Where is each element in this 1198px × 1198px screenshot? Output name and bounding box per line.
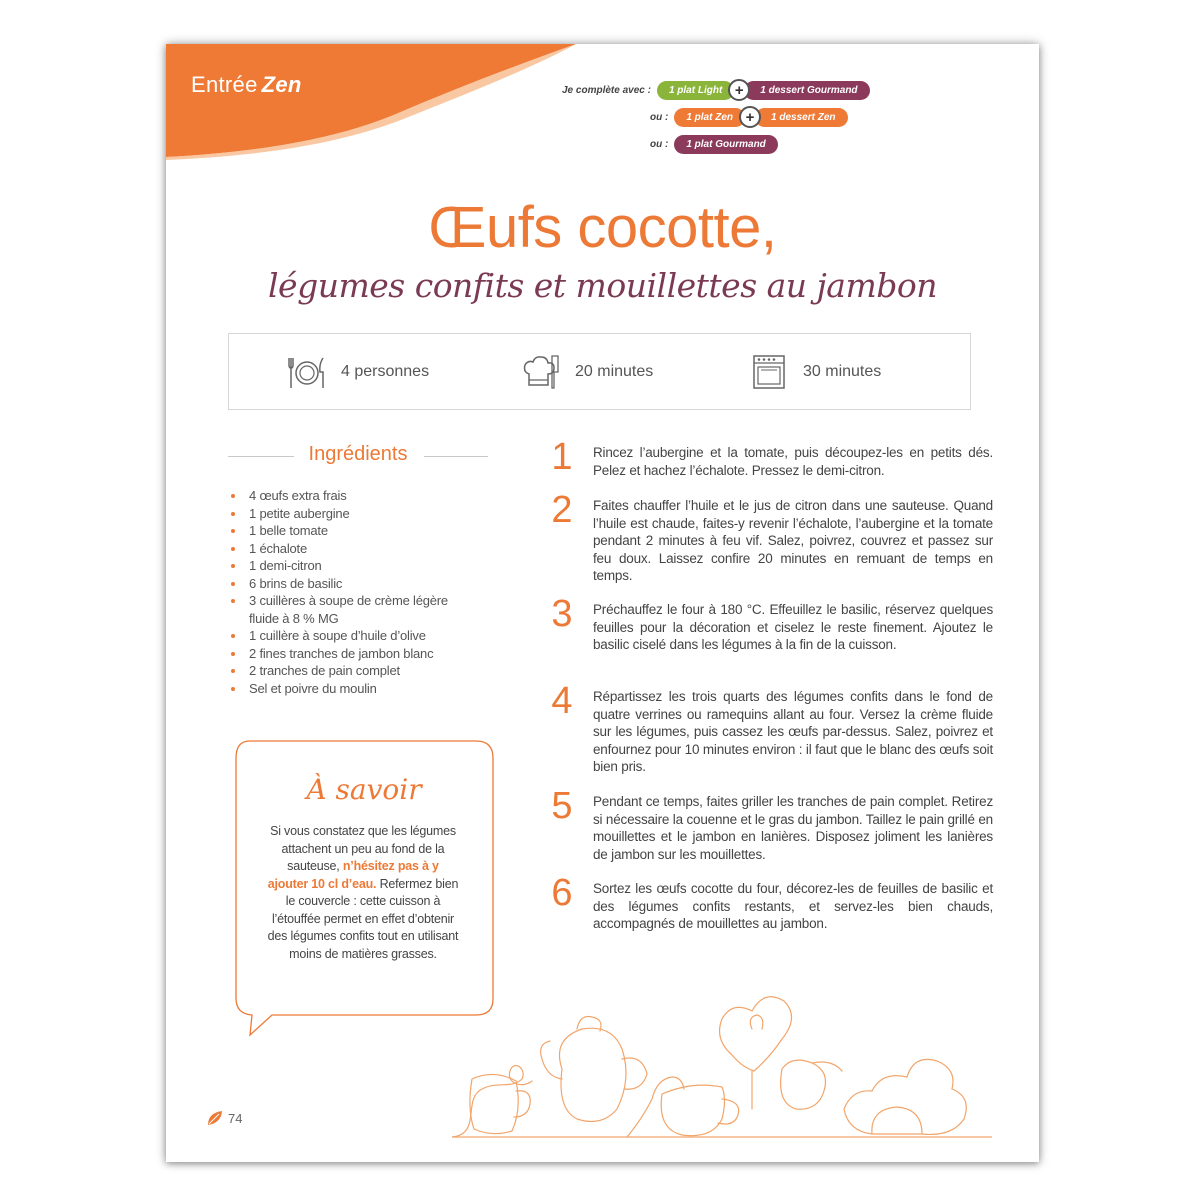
ingredient-item: 1 demi-citron (228, 557, 488, 575)
leaf-icon (206, 1109, 224, 1127)
section-label-accent: Zen (261, 72, 302, 97)
step-text: Faites chauffer l’huile et le jus de citron dans une sauteuse. Quand l’huile est chaude, faites-y revenir l’échalote, l’aubergine et la tomate pendant 2 minutes à feu vif. Salez, poivrez, couvrez et passez sur feu doux. Laissez confire 20 minutes en remuant de temps en temps. (593, 498, 993, 583)
section-label-text: Entrée (191, 72, 258, 97)
ingredients-list (228, 487, 488, 697)
cook-time-info (749, 352, 881, 392)
ingredient-item: 2 tranches de pain complet (228, 662, 488, 680)
servings-info (287, 352, 429, 392)
ingredients-heading-wrap (228, 440, 488, 466)
ingredients-heading: Ingrédients (308, 443, 408, 465)
cook-time-text: 30 minutes (803, 363, 882, 380)
step-number: 5 (551, 785, 573, 827)
ingredient-item: 1 échalote (228, 540, 488, 558)
pill-plat-zen: 1 plat Zen (674, 108, 745, 127)
step-text: Répartissez les trois quarts des légumes confits dans le fond de quatre verrines ou ramequins allant au four. Versez la crème fluide sur les légumes, puis cassez les œufs par-dessus. Salez, poivrez et enfournez pour 10 minutes environ : il faut que le blanc des œufs soit bien pris. (593, 689, 993, 774)
step-number: 1 (551, 436, 573, 478)
ingredient-item: 6 brins de basilic (228, 575, 488, 593)
step-number: 6 (551, 872, 573, 914)
recipe-info-box (228, 333, 971, 410)
tip-text-before: Si vous constatez que les légumes attachent un peu au fond de la sauteuse, (270, 824, 456, 873)
pairing-prefix: ou : (650, 111, 669, 123)
pairing-row-3 (650, 134, 778, 154)
step-text: Rincez l’aubergine et la tomate, puis découpez-les en petits dés. Pelez et hachez l’échalote. Pressez le demi-citron. (593, 445, 993, 478)
ingredient-item: 3 cuillères à soupe de crème légère fluide à 8 % MG (228, 592, 448, 627)
step-number: 4 (551, 680, 573, 722)
pill-dessert-zen: 1 dessert Zen (755, 108, 847, 127)
step-number: 3 (551, 593, 573, 635)
plate-cutlery-icon (287, 352, 327, 392)
recipe-page (166, 44, 1039, 1162)
recipe-title: Œufs cocotte, (428, 195, 777, 260)
recipe-subtitle: légumes confits et mouillettes au jambon (268, 266, 937, 305)
footer (206, 1109, 242, 1127)
tip-text (266, 823, 460, 963)
section-label (191, 72, 302, 98)
tip-text-after: Refermez bien le couvercle : cette cuisson à l’étouffée permet en effet d’obtenir des légumes confits tout en utilisant moins de matières grasses. (267, 876, 459, 961)
plus-icon: + (739, 106, 761, 128)
ingredient-item: 2 fines tranches de jambon blanc (228, 645, 488, 663)
tip-highlight: n’hésitez pas à y ajouter 10 cl d’eau. (267, 859, 439, 891)
pill-plat-gourmand: 1 plat Gourmand (674, 135, 777, 154)
chef-hat-knife-icon (521, 352, 561, 392)
pill-dessert-gourmand: 1 dessert Gourmand (744, 81, 869, 100)
pairing-prefix: Je complète avec : (562, 84, 651, 96)
step-text: Préchauffez le four à 180 °C. Effeuillez le basilic, réservez quelques feuilles pour la décoration et ciselez le reste finement. Ajoutez le basilic ciselé dans les légumes à la fin de la cuisson. (593, 602, 993, 652)
kitchenware-line-art (452, 959, 992, 1139)
step-number: 2 (551, 489, 573, 531)
plus-icon: + (728, 79, 750, 101)
ingredient-item: Sel et poivre du moulin (228, 680, 488, 698)
pairing-row-1 (562, 80, 870, 100)
ingredient-item: 1 petite aubergine (228, 505, 488, 523)
servings-text: 4 personnes (341, 363, 430, 380)
prep-time-text: 20 minutes (575, 363, 654, 380)
oven-icon (749, 352, 789, 392)
pairing-row-2 (650, 107, 848, 127)
prep-time-info (521, 352, 653, 392)
pill-plat-light: 1 plat Light (657, 81, 734, 100)
pairing-prefix: ou : (650, 138, 669, 150)
tip-title: À savoir (306, 773, 422, 806)
step-text: Sortez les œufs cocotte du four, décorez-les de feuilles de basilic et des légumes confits restants, et servez-les bien chauds, accompagnés de mouillettes au jambon. (593, 881, 993, 931)
ingredient-item: 1 cuillère à soupe d’huile d’olive (228, 627, 488, 645)
ingredient-item: 4 œufs extra frais (228, 487, 488, 505)
page-number: 74 (228, 1110, 243, 1126)
divider (424, 456, 488, 457)
header-banner (166, 44, 1039, 164)
step-text: Pendant ce temps, faites griller les tranches de pain complet. Retirez si nécessaire la couenne et le gras du jambon. Taillez le pain grillé en mouillettes et le jambon en lanières. Disposez joliment les lanières de jambon sur les mouillettes. (593, 794, 993, 862)
ingredient-item: 1 belle tomate (228, 522, 488, 540)
